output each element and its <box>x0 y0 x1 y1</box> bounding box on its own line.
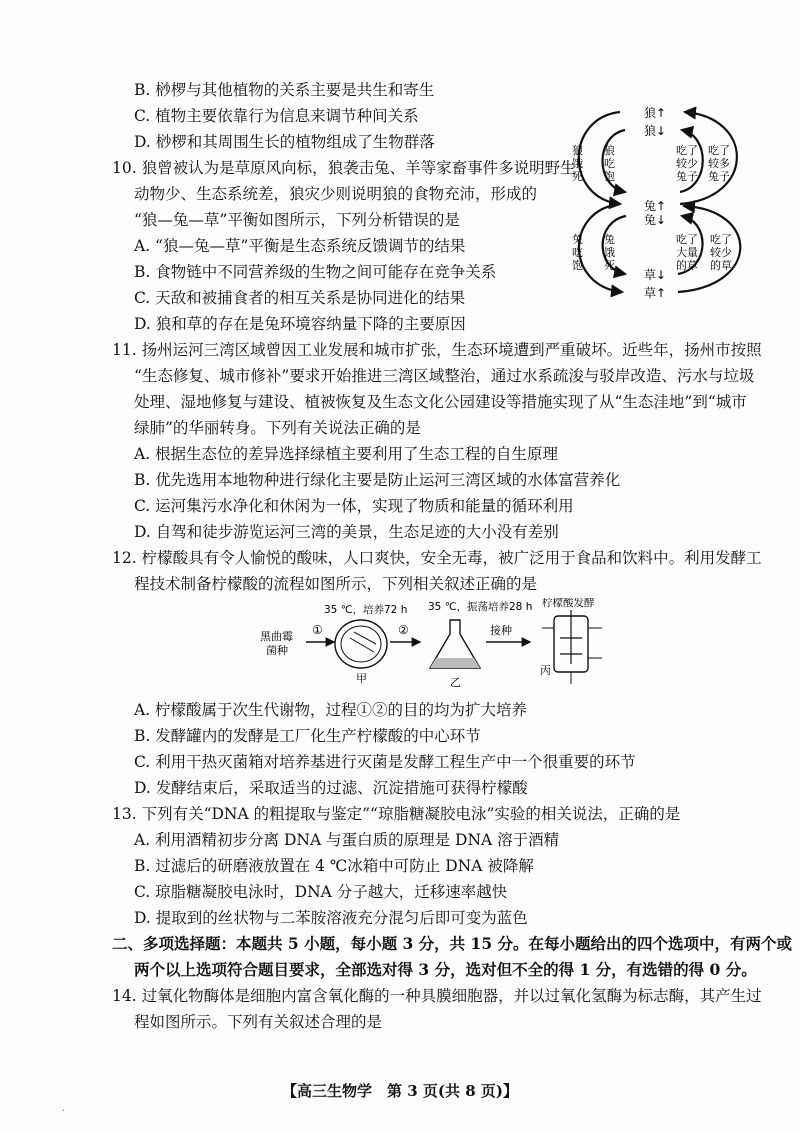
label-wolf-eat-3: 饱 <box>604 170 615 183</box>
q10-option-c: C. 天敌和被捕食者的相互关系是协同进化的结果 <box>134 289 466 307</box>
q13-option-b: B. 过滤后的研磨液放置在 4 ℃冰箱中可防止 DNA 被降解 <box>134 857 534 875</box>
label-ate-much-grass-1: 吃了 <box>676 233 698 246</box>
label-cond1: 35 ℃，培养72 h <box>324 604 408 616</box>
q10-option-d: D. 狼和草的存在是兔环境容纳量下降的主要原因 <box>134 315 466 333</box>
label-ate-few-grass-3: 的草 <box>710 259 732 272</box>
corner-mark: . <box>62 1103 66 1114</box>
citric-acid-fermentation-diagram <box>258 598 618 698</box>
label-cond2: 35 ℃，振荡培养28 h <box>428 601 533 613</box>
q10-stem-line2: 动物少、生态系统差，狼灾少则说明狼的食物充沛，形成的 <box>134 185 538 203</box>
q12-stem-line2: 程技术制备柠檬酸的流程如图所示，下列相关叙述正确的是 <box>134 575 538 593</box>
label-ate-few-rabbits-1: 吃了 <box>676 144 698 157</box>
arrow-rabbit-to-grass-up <box>579 204 622 292</box>
label-rabbit-starve-1: 兔 <box>604 233 615 246</box>
label-strain-2: 菌种 <box>266 644 288 657</box>
label-rabbit-down: 兔↓ <box>644 213 667 227</box>
q11-stem-line4: 绿肺”的华丽转身。下列有关说法正确的是 <box>134 419 421 437</box>
label-grass-up: 草↑ <box>644 286 667 300</box>
label-rabbit-full-1: 兔 <box>572 233 583 246</box>
q11-stem-line3: 处理、湿地修复与建设、植被恢复及生态文化公园建设等措施实现了从“生态洼地”到“城市 <box>134 393 747 411</box>
q11-option-d: D. 自驾和徒步游览运河三湾的美景，生态足迹的大小没有差别 <box>134 523 559 541</box>
q11-option-c: C. 运河集污水净化和休闲为一体，实现了物质和能量的循环利用 <box>134 497 574 515</box>
section2-heading-line1: 二、多项选择题：本题共 5 小题，每小题 3 分，共 15 分。在每小题给出的四个选项中，有两个或 <box>112 934 793 953</box>
q10-stem-line3: “狼—兔—草”平衡如图所示，下列分析错误的是 <box>134 211 460 229</box>
label-grass-down: 草↓ <box>644 268 667 282</box>
q12-option-a: A. 柠檬酸属于次生代谢物，过程①②的目的均为扩大培养 <box>134 701 528 719</box>
q13-option-c: C. 琼脂糖凝胶电泳时，DNA 分子越大，迁移速率越快 <box>134 883 508 901</box>
streak-line-1 <box>350 638 374 652</box>
q10-option-b: B. 食物链中不同营养级的生物之间可能存在竞争关系 <box>134 263 497 281</box>
option-d-text: D. 桫椤和其周围生长的植物组成了生物群落 <box>134 133 435 151</box>
q11-stem-line2: “生态修复、城市修补”要求开始推进三湾区域整治，通过水系疏浚与驳岸改造、污水与垃圾 <box>134 367 755 385</box>
label-rabbit-full-2: 吃 <box>572 246 583 259</box>
label-wolf-up: 狼↑ <box>644 106 667 120</box>
label-ate-more-rabbits-2: 较多 <box>708 157 730 170</box>
q13-option-a: A. 利用酒精初步分离 DNA 与蛋白质的原理是 DNA 溶于酒精 <box>134 831 560 849</box>
label-wolf-down: 狼↓ <box>644 124 667 138</box>
label-ate-few-rabbits-2: 较少 <box>676 157 698 170</box>
q12-option-c: C. 利用干热灭菌箱对培养基进行灭菌是发酵工程生产中一个很重要的环节 <box>134 753 636 771</box>
label-ate-few-grass-1: 吃了 <box>710 233 732 246</box>
q12-stem-line1: 12. 柠檬酸具有令人愉悦的酸味，人口爽快，安全无毒，被广泛用于食品和饮料中。利用发酵工 <box>112 549 762 567</box>
label-rabbit-up: 兔↑ <box>644 199 667 213</box>
label-ate-much-grass-3: 的草 <box>676 259 698 272</box>
label-yi: 乙 <box>450 676 461 689</box>
label-wolf-eat-1: 狼 <box>604 144 615 157</box>
section2-heading-line2: 两个以上选项符合题目要求，全部选对得 3 分，选对但不全的得 1 分，有选错的得 0 分。 <box>134 960 757 979</box>
q13-stem-line1: 13. 下列有关“DNA 的粗提取与鉴定”“琼脂糖凝胶电泳”实验的相关说法，正确的是 <box>112 805 681 823</box>
label-strain-1: 黑曲霉 <box>260 630 293 643</box>
q11-option-a: A. 根据生态位的差异选择绿植主要利用了生态工程的自生原理 <box>134 445 559 463</box>
label-rabbit-full-3: 饱 <box>572 259 583 272</box>
q14-stem-line1: 14. 过氧化物酶体是细胞内富含氧化酶的一种具膜细胞器，并以过氧化氢酶为标志酶，其产生过 <box>112 987 762 1005</box>
q14-stem-line2: 程如图所示。下列有关叙述合理的是 <box>134 1013 383 1031</box>
wolf-rabbit-grass-diagram <box>560 98 768 310</box>
label-step2: ② <box>398 623 409 637</box>
option-b-text: B. 桫椤与其他植物的关系主要是共生和寄生 <box>134 81 435 99</box>
q12-option-b: B. 发酵罐内的发酵是工厂化生产柠檬酸的中心环节 <box>134 727 481 745</box>
label-jia: 甲 <box>356 672 367 685</box>
page-footer: 【高三生物学 第 3 页(共 8 页)】 <box>282 1082 518 1100</box>
label-wolf-eat-2: 吃 <box>604 157 615 170</box>
label-ate-more-rabbits-1: 吃了 <box>708 144 730 157</box>
q12-option-d: D. 发酵结束后，采取适当的过滤、沉淀措施可获得柠檬酸 <box>134 779 528 797</box>
label-ate-few-grass-2: 较少 <box>710 246 732 259</box>
label-wolf-starve-1: 狼 <box>572 144 583 157</box>
label-bing: 丙 <box>540 664 551 677</box>
label-inoculate: 接种 <box>490 624 512 637</box>
label-step1: ① <box>312 623 323 637</box>
q11-option-b: B. 优先选用本地物种进行绿化主要是防止运河三湾区域的水体富营养化 <box>134 471 621 489</box>
label-rabbit-starve-2: 饿 <box>604 246 615 259</box>
label-ate-few-rabbits-3: 兔子 <box>676 170 698 183</box>
label-ate-more-rabbits-3: 兔子 <box>708 170 730 183</box>
label-rabbit-starve-3: 死 <box>604 259 615 272</box>
q10-stem-line1: 10. 狼曾被认为是草原风向标，狼袭击兔、羊等家畜事件多说明野生 <box>112 159 576 177</box>
label-wolf-starve-2: 饿 <box>572 157 583 170</box>
label-product: 柠檬酸发酵 <box>542 598 595 609</box>
label-wolf-starve-3: 死 <box>572 170 583 183</box>
label-ate-much-grass-2: 大量 <box>676 246 698 259</box>
flask-culture-liquid <box>430 658 480 668</box>
q11-stem-line1: 11. 扬州运河三湾区域曾因工业发展和城市扩张，生态环境遭到严重破坏。近些年，扬州市按照 <box>112 341 762 359</box>
q10-option-a: A. “狼—兔—草”平衡是生态系统反馈调节的结果 <box>134 237 466 255</box>
q13-option-d: D. 提取到的丝状物与二苯胺溶液充分混匀后即可变为蓝色 <box>134 909 528 927</box>
option-c-text: C. 植物主要依靠行为信息来调节种间关系 <box>134 107 419 125</box>
